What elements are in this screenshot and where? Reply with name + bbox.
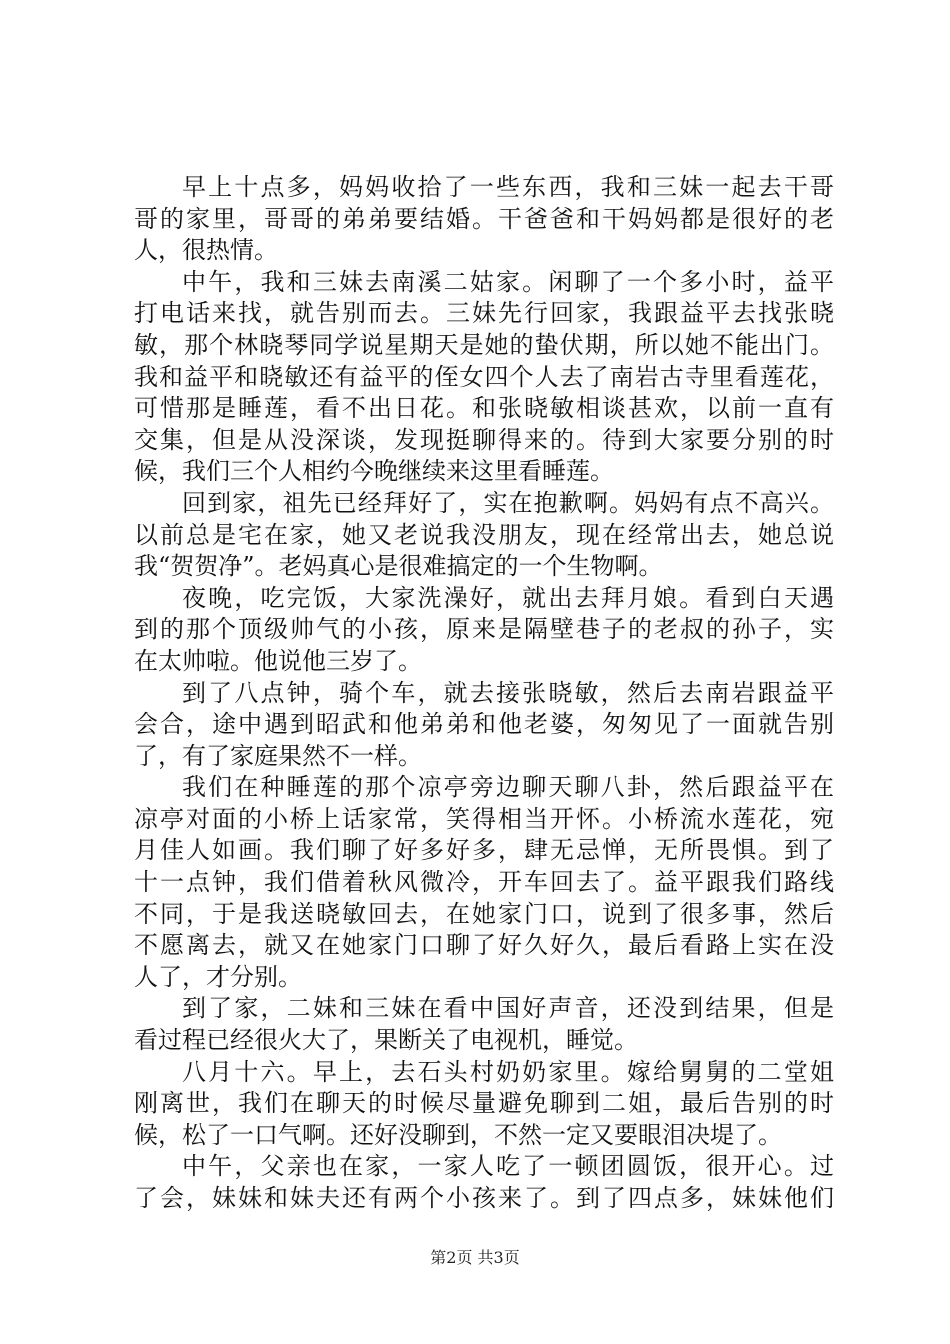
text-line: 不愿离去，就又在她家门口聊了好久好久，最后看路上实在没: [134, 931, 834, 960]
text-line: 八月十六。早上，去石头村奶奶家里。嫁给舅舅的二堂姐: [182, 1057, 834, 1086]
text-line: 可惜那是睡莲，看不出日花。和张晓敏相谈甚欢，以前一直有: [134, 394, 834, 423]
text-line: 人，很热情。: [134, 236, 278, 265]
text-line: 中午，父亲也在家，一家人吃了一顿团圆饭，很开心。过: [182, 1152, 834, 1181]
text-line: 我和益平和晓敏还有益平的侄女四个人去了南岩古寺里看莲花，: [134, 362, 834, 391]
text-line: 了，有了家庭果然不一样。: [134, 741, 422, 770]
text-line: 在太帅啦。他说他三岁了。: [134, 646, 422, 675]
text-line: 到了家，二妹和三妹在看中国好声音，还没到结果，但是: [182, 994, 834, 1023]
text-line: 回到家，祖先已经拜好了，实在抱歉啊。妈妈有点不高兴。: [182, 488, 834, 517]
text-line: 交集，但是从没深谈，发现挺聊得来的。待到大家要分别的时: [134, 425, 834, 454]
text-line: 候，我们三个人相约今晚继续来这里看睡莲。: [134, 457, 614, 486]
text-line: 敏，那个林晓琴同学说星期天是她的蛰伏期，所以她不能出门。: [134, 330, 834, 359]
text-line: 了会，妹妹和妹夫还有两个小孩来了。到了四点多，妹妹他们: [134, 1184, 834, 1212]
page-footer: 第2页 共3页: [430, 1248, 520, 1267]
text-line: 中午，我和三妹去南溪二姑家。闲聊了一个多小时，益平: [182, 267, 834, 296]
document-body: [134, 172, 834, 1215]
text-line: 早上十点多，妈妈收拾了一些东西，我和三妹一起去干哥: [182, 173, 834, 201]
text-line: 以前总是宅在家，她又老说我没朋友，现在经常出去，她总说: [134, 520, 834, 549]
text-line: 十一点钟，我们借着秋风微冷，开车回去了。益平跟我们路线: [134, 868, 834, 897]
text-line: 到的那个顶级帅气的小孩，原来是隔壁巷子的老叔的孙子，实: [134, 615, 834, 644]
text-line: 人了，才分别。: [134, 962, 302, 991]
text-line: 会合，途中遇到昭武和他弟弟和他老婆，匆匆见了一面就告别: [134, 710, 834, 739]
text-line: 到了八点钟，骑个车，就去接张晓敏，然后去南岩跟益平: [182, 678, 834, 707]
text-line: 刚离世，我们在聊天的时候尽量避免聊到二姐，最后告别的时: [134, 1089, 834, 1118]
text-line: 看过程已经很火大了，果断关了电视机，睡觉。: [134, 1026, 638, 1055]
text-line: 我们在种睡莲的那个凉亭旁边聊天聊八卦，然后跟益平在: [182, 773, 834, 802]
text-line: 不同，于是我送晓敏回去，在她家门口，说到了很多事，然后: [134, 899, 834, 928]
text-line: 候，松了一口气啊。还好没聊到，不然一定又要眼泪决堤了。: [134, 1120, 782, 1149]
text-line: 打电话来找，就告别而去。三妹先行回家，我跟益平去找张晓: [134, 299, 834, 328]
text-line: 凉亭对面的小桥上话家常，笑得相当开怀。小桥流水莲花，宛: [134, 804, 834, 833]
text-line: 夜晚，吃完饭，大家洗澡好，就出去拜月娘。看到白天遇: [182, 583, 834, 612]
text-line: 哥的家里，哥哥的弟弟要结婚。干爸爸和干妈妈都是很好的老: [134, 204, 834, 233]
text-line: 月佳人如画。我们聊了好多好多，肆无忌惮，无所畏惧。到了: [134, 836, 834, 865]
text-line: 我“贺贺净”。老妈真心是很难搞定的一个生物啊。: [134, 552, 663, 581]
